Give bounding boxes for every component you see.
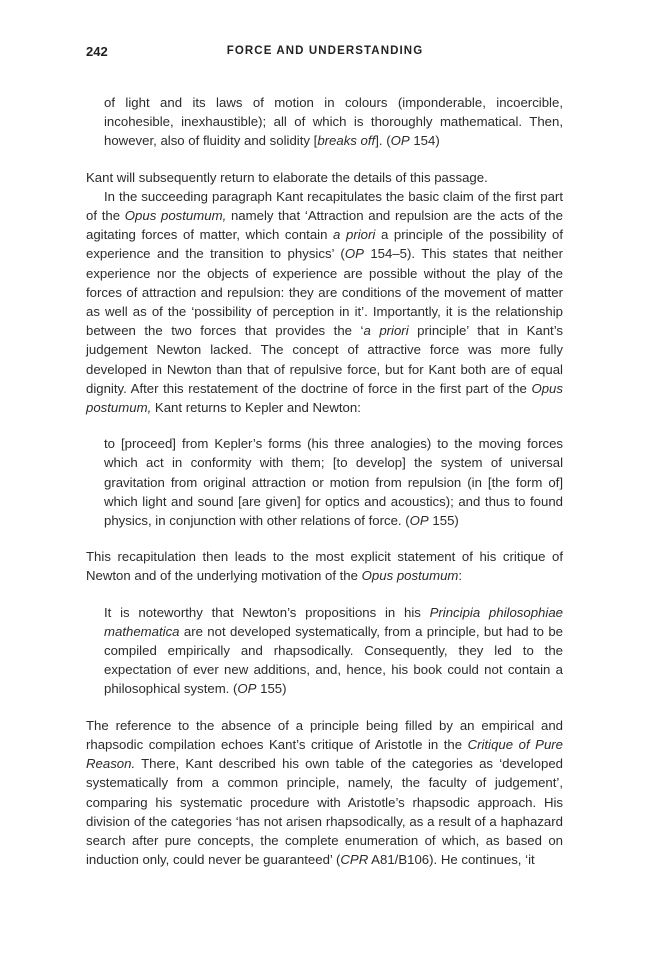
- text-run: :: [458, 568, 463, 584]
- italic-text-run: a priori: [333, 227, 376, 243]
- paragraph-2: [86, 187, 563, 417]
- text-run: A81/B106). He continues, ‘it: [368, 852, 535, 868]
- italic-text-run: Opus postumum,: [86, 380, 563, 416]
- running-title: FORCE AND UNDERSTANDING: [226, 45, 424, 57]
- page-header: [86, 44, 564, 64]
- text-run: 154–5). This states that neither experience nor the objects of experience are possible without the play of the forces of attraction and repulsion: they are conditions of the movement of matter as well as of the ‘possibility of perception in it’. Importantly, it is the relationship between the two forces that provides the ‘: [86, 246, 563, 339]
- text-run: There, Kant described his own table of the categories as ‘developed systematically from a common principle, namely, the faculty of judgement’, comparing his systematic procedure with Aristotle’s rhapsodic approach. His division of the categories ‘has not arisen rhapsodically, as a result of a haphazard search after pure concepts, the complete enumeration of which, as based on induction only, could never be guaranteed’ (: [86, 756, 563, 868]
- text-run: 155): [428, 513, 459, 529]
- paragraph-3: [86, 547, 563, 585]
- italic-text-run: a priori: [363, 323, 409, 339]
- text-run: namely that ‘Attraction and repulsion are the acts of the agitating forces of matter, which contain: [86, 208, 563, 243]
- page-number: 242: [86, 44, 108, 59]
- italic-text-run: CPR: [340, 852, 369, 868]
- italic-text-run: Critique of Pure Reason.: [86, 736, 564, 772]
- text-run: a principle of the possibility of experience and the transition to physics’ (: [86, 227, 563, 262]
- italic-text-run: OP: [409, 513, 429, 529]
- text-run: 155): [256, 681, 287, 697]
- text-run: The reference to the absence of a principle being filled by an empirical and rhapsodic compilation echoes Kant’s critique of Aristotle in the: [86, 717, 563, 752]
- block-quote-2: [104, 434, 563, 530]
- page-body: [86, 93, 563, 869]
- text-run: This recapitulation then leads to the most explicit statement of his critique of Newton and of the underlying motivation of the: [86, 549, 563, 584]
- paragraph-4: [86, 716, 563, 870]
- text-run: ]. (: [375, 133, 391, 149]
- italic-text-run: Opus postumum,: [124, 208, 227, 224]
- text-run: principle’ that in Kant’s judgement Newton lacked. The concept of attractive force was more fully developed in Newton than that of repulsive force, but for Kant both are of equal dignity. After this restatement of the doctrine of force in the first part of the: [86, 323, 563, 396]
- italic-text-run: OP: [344, 246, 364, 262]
- italic-text-run: OP: [390, 133, 410, 149]
- italic-text-run: Opus postumum: [361, 568, 459, 584]
- text-run: 154): [409, 133, 440, 149]
- text-run: to [proceed] from Kepler’s forms (his three analogies) to the moving forces which act in conformity with them; [to develop] the system of universal gravitation from original attraction or motion from repulsion (in [the form of] which light and sound [are given] for optics and acoustics); and thus to found physics, in conjunction with other relations of force. (: [104, 436, 563, 529]
- text-run: Kant will subsequently return to elaborate the details of this passage.: [86, 169, 488, 185]
- text-run: of light and its laws of motion in colours (imponderable, incoercible, incohesible, inexhaustible); all of which is thoroughly mathematical. Then, however, also of fluidity and solidity [: [104, 95, 563, 149]
- block-quote-3: [104, 603, 563, 699]
- block-quote-1: [104, 93, 563, 151]
- italic-text-run: breaks off: [317, 133, 376, 149]
- text-run: are not developed systematically, from a principle, but had to be compiled empirically and rhapsodically. Consequently, they led to the expectation of ever new additions, and, hence, his book could not contain a philosophical system. (: [104, 623, 563, 697]
- italic-text-run: OP: [237, 681, 257, 697]
- paragraph-1: [86, 168, 563, 187]
- italic-text-run: Principia philosophiae mathematica: [104, 604, 563, 639]
- text-run: In the succeeding paragraph Kant recapitulates the basic claim of the first part of the: [86, 188, 563, 224]
- text-run: Kant returns to Kepler and Newton:: [151, 400, 361, 416]
- text-run: It is noteworthy that Newton’s propositions in his: [104, 604, 430, 620]
